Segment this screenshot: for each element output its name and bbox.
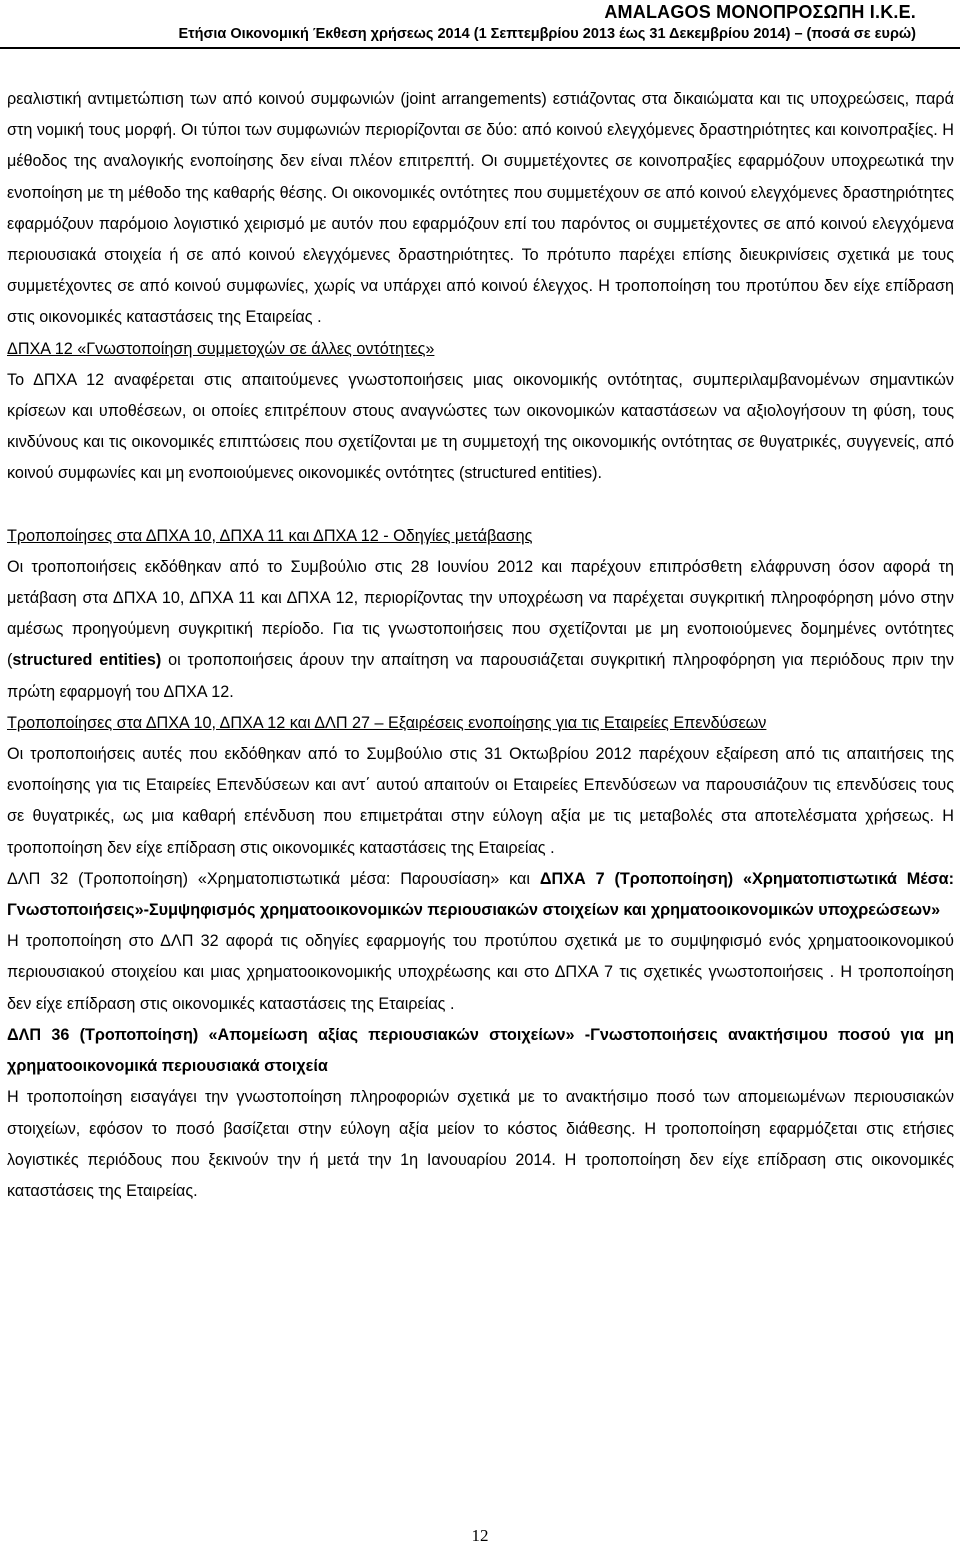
paragraph-transition-guidance [7, 552, 954, 708]
text-part: οι τροποποιήσεις άρουν την απαίτηση να παρουσιάζεται συγκριτική πληροφόρηση για περιόδους πριν την πρώτη εφαρμογή του ΔΠΧΑ 12. [7, 651, 954, 701]
paragraph-ifrs12: Το ΔΠΧΑ 12 αναφέρεται στις απαιτούμενες γνωστοποιήσεις μιας οικονομικής οντότητας, συμπεριλαμβανομένων σημαντικών κρίσεων και υποθέσεων, οι οποίες επιτρέπουν στους αναγνώστες των οικονομικών καταστάσεων να αξιολογήσουν τη φύση, τους κινδύνους και τις οικονομικές επιπτώσεις που σχετίζονται με τη συμμετοχή της οικονομικής οντότητας σε θυγατρικές, συγγενείς, από κοινού συμφωνίες και μη ενοποιούμενες οικονομικές οντότητες (structured entities). [7, 370, 954, 483]
paragraph-ias36: Η τροποποίηση εισαγάγει την γνωστοποίηση πληροφοριών σχετικά με το ανακτήσιμο ποσό των απομειωμένων περιουσιακών στοιχείων, εφόσον το ποσό βασίζεται στην εύλογη αξία μείον το κόστος διάθεσης. Η τροποποίηση εφαρμόζεται στις ετήσιες λογιστικές περιόδους που ξεκινούν την ή μετά την 1η Ιανουαρίου 2014. Η τροποποίηση δεν είχε επίδραση στις οικονομικές καταστάσεις της Εταιρείας. [7, 1088, 954, 1200]
text-part: Οι τροποποιήσεις εκδόθηκαν από το Συμβούλιο στις 28 Ιουνίου 2012 και παρέχουν επιπρόσθετη ελάφρυνση όσον αφορά τη μετάβαση στα ΔΠΧΑ 10, ΔΠΧΑ 11 και ΔΠΧΑ 12, περιορίζοντας την υποχρέωση να παρέχεται συγκριτική πληροφόρηση μόνο στην αμέσως προηγούμενη συγκριτική περίοδο. Για τις γνωστοποιήσεις που σχετίζονται με μη ενοποιούμενες δομημένες οντότητες ( [7, 557, 954, 670]
heading-ias36: ΔΛΠ 36 (Τροποποίηση) «Απομείωση αξίας περιουσιακών στοιχείων» -Γνωστοποιήσεις ανακτήσιμου ποσού για μη χρηματοοικονομικά περιουσιακά στοιχεία [7, 1025, 954, 1076]
header-rule [0, 47, 960, 49]
paragraph-joint-arrangements: ρεαλιστική αντιμετώπιση των από κοινού συμφωνιών (joint arrangements) εστιάζοντας στα δικαιώματα και τις υποχρεώσεις, παρά στη νομική τους μορφή. Οι τύποι των συμφωνιών περιορίζονται σε δύο: από κοινού ελεγχόμενες δραστηριότητες και κοινοπραξίες. Η μέθοδος της αναλογικής ενοποίησης δεν είναι πλέον επιτρεπτή. Οι συμμετέχοντες σε κοινοπραξίες εφαρμόζουν υποχρεωτικά την ενοποίηση με τη μέθοδο της καθαρής θέσης. Οι οικονομικές οντότητες που συμμετέχουν σε από κοινού ελεγχόμενες δραστηριότητες εφαρμόζουν παρόμοιο λογιστικό χειρισμό με αυτόν που εφαρμόζουν επί του παρόντος οι συμμετέχοντες σε από κοινού ελεγχόμενα περιουσιακά στοιχεία ή σε από κοινού ελεγχόμενες δραστηριότητες. Το πρότυπο παρέχει επίσης διευκρινίσεις σχετικά με τους συμμετέχοντες σε από κοινού συμφωνίες, χωρίς να υπάρχει από κοινού έλεγχος. Η τροποποίηση του προτύπου δεν είχε επίδραση στις οικονομικές καταστάσεις της Εταιρείας . [7, 90, 954, 327]
report-subtitle: Ετήσια Οικονομική Έκθεση χρήσεως 2014 (1 Σεπτεμβρίου 2013 έως 31 Δεκεμβρίου 2014) – (ποσά σε ευρώ) [178, 26, 916, 42]
document-body [7, 84, 954, 1207]
page-number: 12 [471, 1526, 489, 1545]
heading-ifrs12: ΔΠΧΑ 12 «Γνωστοποίηση συμμετοχών σε άλλες οντότητες» [7, 339, 435, 358]
company-name: AMALAGOS ΜΟΝΟΠΡΟΣΩΠΗ Ι.Κ.Ε. [604, 2, 916, 22]
page-header [0, 0, 960, 44]
paragraph-investment-entities: Οι τροποποιήσεις αυτές που εκδόθηκαν από το Συμβούλιο στις 31 Οκτωβρίου 2012 παρέχουν εξαίρεση από τις απαιτήσεις της ενοποίησης για τις Εταιρείες Επενδύσεων και αντ΄ αυτού απαιτούν οι Εταιρείες Επενδύσεων να παρουσιάζουν τις επενδύσεις τους σε θυγατρικές, ως μια καθαρή επένδυση που επιμετράται στην εύλογη αξία με τις μεταβολές στα αποτελέσματα χρήσεως. Η τροποποίηση δεν είχε επίδραση στις οικονομικές καταστάσεις της Εταιρείας . [7, 745, 954, 857]
text-bold-part: structured entities) [12, 651, 162, 670]
paragraph-ias32-ifrs7: Η τροποποίηση στο ΔΛΠ 32 αφορά τις οδηγίες εφαρμογής του προτύπου σχετικά με το συμψηφισμό ενός χρηματοοικονομικού περιουσιακού στοιχείου και μιας χρηματοοικονομικής υποχρέωσης και στο ΔΠΧΑ 7 τις σχετικές γνωστοποιήσεις . Η τροποποίηση δεν είχε επίδραση στις οικονομικές καταστάσεις της Εταιρείας . [7, 932, 954, 1013]
heading-bold-part: ΔΠΧΑ 7 (Τροποποίηση) «Χρηματοπιστωτικά Μέσα: Γνωστοποιήσεις»-Συμψηφισμός χρηματοοικονομικών περιουσιακών στοιχείων και χρηματοοικονομικών υποχρεώσεων» [7, 869, 955, 920]
spacer [7, 490, 954, 521]
heading-plain-part: ΔΛΠ 32 (Τροποποίηση) «Χρηματοπιστωτικά μέσα: Παρουσίαση» και [7, 869, 540, 888]
heading-ias32-ifrs7 [7, 864, 954, 926]
heading-investment-entities: Τροποποίησες στα ΔΠΧΑ 10, ΔΠΧΑ 12 και ΔΛΠ 27 – Εξαιρέσεις ενοποίησης για τις Εταιρείες Επενδύσεων [7, 713, 767, 732]
heading-transition-guidance: Τροποποίησες στα ΔΠΧΑ 10, ΔΠΧΑ 11 και ΔΠΧΑ 12 - Οδηγίες μετάβασης [7, 526, 533, 545]
